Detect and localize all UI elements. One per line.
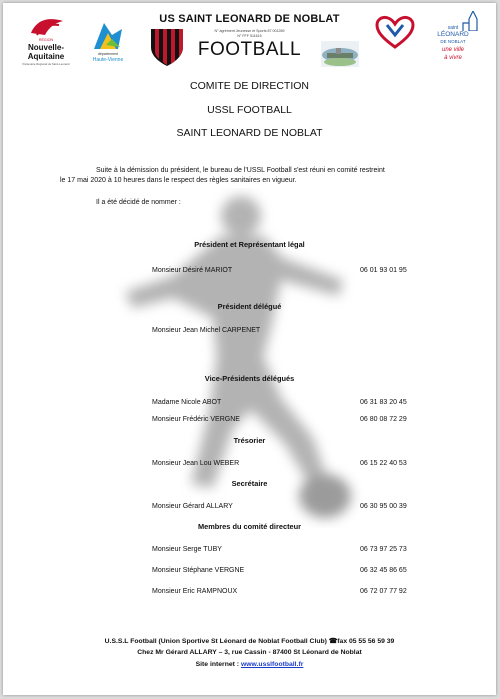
website-link[interactable]: www.usslfootball.fr — [240, 661, 304, 668]
football-title: FOOTBALL — [197, 39, 302, 60]
heading-town: SAINT LEONARD DE NOBLAT — [176, 127, 323, 139]
member-phone: 06 15 22 40 53 — [360, 460, 407, 467]
footer-website-label: Site internet : — [195, 661, 241, 668]
department-logo-line1: département — [97, 52, 119, 56]
city-logo-line3: DE NOBLAT — [440, 39, 466, 44]
member-name: Monsieur Serge TUBY — [152, 546, 222, 553]
department-logo-line2: Haute-Vienne — [92, 57, 124, 63]
town-photo-icon — [321, 41, 359, 67]
document-page — [3, 3, 496, 695]
fff-line: N° FFF 511615 — [237, 34, 262, 38]
member-phone: 06 01 93 01 95 — [360, 267, 407, 274]
city-logo — [423, 11, 489, 69]
member-phone: 06 73 97 25 73 — [360, 546, 407, 553]
role-title: Président et Représentant légal — [194, 240, 305, 249]
intro-line-3: Il a été décidé de nommer : — [96, 199, 181, 206]
city-logo-line2: LÉONARD — [437, 31, 469, 38]
member-name: Monsieur Eric RAMPNOUX — [152, 588, 238, 595]
member-phone: 06 80 08 72 29 — [360, 416, 407, 423]
heart-logo-icon — [375, 15, 415, 51]
city-logo-line4: une ville — [441, 47, 464, 53]
member-phone: 06 31 83 20 45 — [360, 399, 407, 406]
agreement-line: N° agrément Jeunesse et Sports 87 001289 — [214, 29, 285, 33]
region-logo-line2: Nouvelle- — [27, 43, 64, 52]
region-logo-line3: Aquitaine — [27, 52, 65, 61]
member-name: Monsieur Stéphane VERGNE — [152, 567, 245, 574]
heading-club: USSL FOOTBALL — [207, 104, 292, 116]
role-title: Président délégué — [217, 302, 282, 311]
role-title: Membres du comité directeur — [197, 522, 302, 531]
region-logo-sub: Partenaire Régional de Saint-Léonard — [22, 62, 70, 66]
city-logo-line1: saint — [447, 25, 459, 31]
region-logo-line1: RÉGION — [38, 38, 54, 42]
footer-club-line: U.S.S.L Football (Union Sportive St Léonard de Noblat Football Club) ☎fax 05 55 56 59 39 — [104, 638, 395, 645]
footer-website-line — [3, 661, 496, 668]
member-name: Monsieur Gérard ALLARY — [152, 503, 233, 510]
role-title: Vice-Présidents délégués — [204, 374, 295, 383]
club-title: US SAINT LEONARD DE NOBLAT — [159, 13, 340, 25]
city-logo-line5: à vivre — [444, 55, 462, 61]
member-phone: 06 72 07 77 92 — [360, 588, 407, 595]
member-phone: 06 32 45 86 65 — [360, 567, 407, 574]
role-title: Trésorier — [233, 436, 266, 445]
member-name: Monsieur Frédéric VERGNE — [152, 416, 240, 423]
footer-address-line: Chez Mr Gérard ALLARY – 3, rue Cassin - 87400 St Léonard de Noblat — [137, 649, 362, 656]
member-name: Monsieur Désiré MARIOT — [152, 267, 233, 274]
heading-committee: COMITE DE DIRECTION — [189, 80, 309, 92]
role-title: Secrétaire — [231, 479, 268, 488]
intro-line-1: Suite à la démission du président, le bureau de l'USSL Football s'est réuni en comité restreint — [96, 167, 385, 174]
member-name: Madame Nicole ABOT — [152, 399, 222, 406]
footballer-watermark-icon — [113, 188, 373, 528]
intro-line-2: le 17 mai 2020 à 10 heures dans le respect des règles sanitaires en vigueur. — [60, 177, 297, 184]
member-phone: 06 30 95 00 39 — [360, 503, 407, 510]
member-name: Monsieur Jean Lou WEBER — [152, 460, 240, 467]
member-name: Monsieur Jean Michel CARPENET — [152, 327, 261, 334]
